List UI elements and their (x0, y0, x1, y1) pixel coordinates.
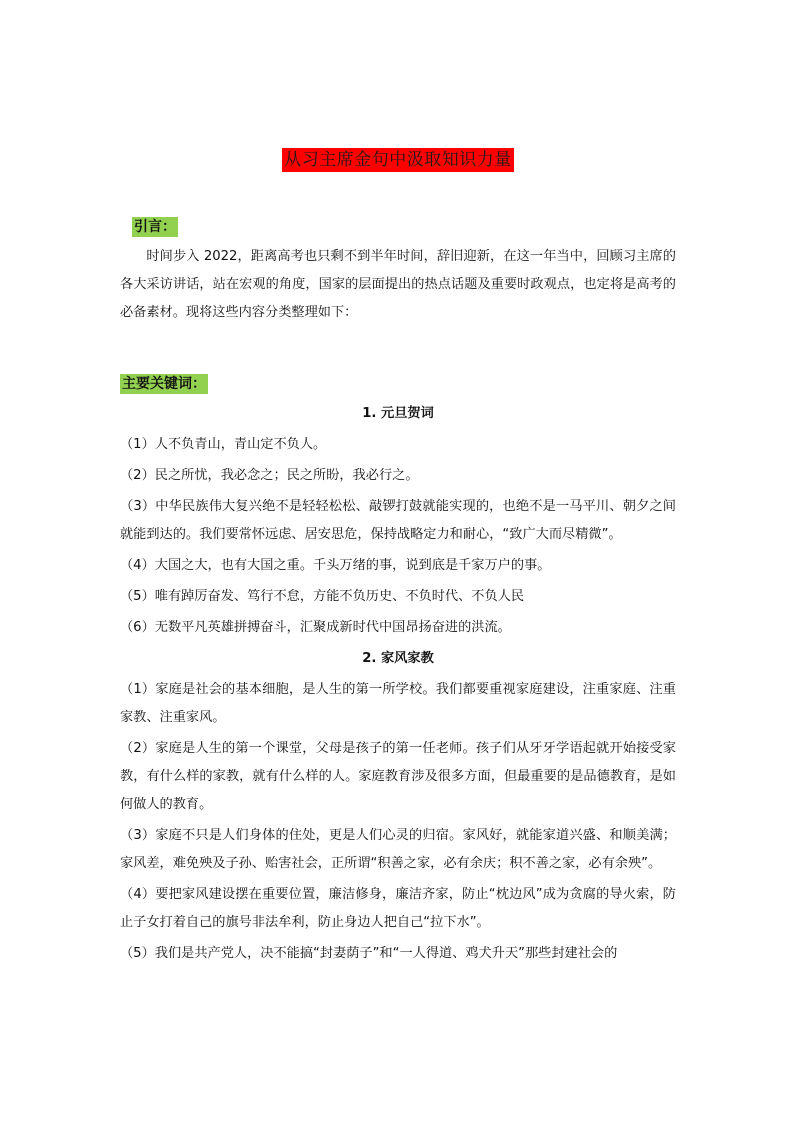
intro-label-container (132, 216, 178, 237)
section-heading-family: 2. 家风家教 (362, 651, 434, 666)
section-heading-new-year: 1. 元旦贺词 (362, 406, 434, 421)
list-item: （1）家庭是社会的基本细胞，是人生的第一所学校。我们都要重视家庭建设，注重家庭、注重家教、注重家风。 (120, 682, 676, 725)
list-item: （3）家庭不只是人们身体的住处，更是人们心灵的归宿。家风好，就能家道兴盛、和顺美满；家风差，难免殃及子孙、贻害社会，正所谓“积善之家，必有余庆；积不善之家，必有余殃”。 (120, 828, 676, 871)
list-item: （5）我们是共产党人，决不能搞“封妻荫子”和“一人得道、鸡犬升天”那些封建社会的 (120, 946, 618, 961)
list-item: （2）家庭是人生的第一个课堂，父母是孩子的第一任老师。孩子们从牙牙学语起就开始接受家教，有什么样的家教，就有什么样的人。家庭教育涉及很多方面，但最重要的是品德教育，是如何做人的教育。 (120, 741, 676, 812)
keywords-body (120, 400, 676, 971)
list-item: （3）中华民族伟大复兴绝不是轻轻松松、敲锣打鼓就能实现的，也绝不是一马平川、朝夕之间就能到达的。我们要常怀远虑、居安思危，保持战略定力和耐心，“致广大而尽精微”。 (120, 499, 676, 542)
intro-paragraph: 时间步入 2022，距离高考也只剩不到半年时间，辞旧迎新，在这一年当中，回顾习主席的各大采访讲话，站在宏观的角度，国家的层面提出的热点话题及重要时政观点，也定将是高考的必备素材。现将这些内容分类整理如下： (120, 249, 676, 320)
list-item: （5）唯有踔厉奋发、笃行不怠，方能不负历史、不负时代、不负人民 (120, 589, 525, 604)
title-container (120, 148, 676, 172)
keywords-label-container (120, 373, 208, 394)
list-item: （6）无数平凡英雄拼搏奋斗，汇聚成新时代中国昂扬奋进的洪流。 (120, 620, 511, 635)
list-item: （4）大国之大，也有大国之重。千头万绪的事，说到底是千家万户的事。 (120, 558, 551, 573)
keywords-label: 主要关键词： (122, 376, 206, 392)
document-title: 从习主席金句中汲取知识力量 (284, 150, 512, 170)
list-item: （1）人不负青山，青山定不负人。 (120, 437, 327, 452)
intro-paragraph-container (120, 243, 676, 327)
document-page (120, 0, 676, 1123)
list-item: （4）要把家风建设摆在重要位置，廉洁修身，廉洁齐家，防止“枕边风”成为贪腐的导火索，防止子女打着自己的旗号非法牟利，防止身边人把自己“拉下水”。 (120, 887, 676, 930)
list-item: （2）民之所忧，我必念之；民之所盼，我必行之。 (120, 468, 419, 483)
intro-label: 引言： (134, 219, 176, 235)
